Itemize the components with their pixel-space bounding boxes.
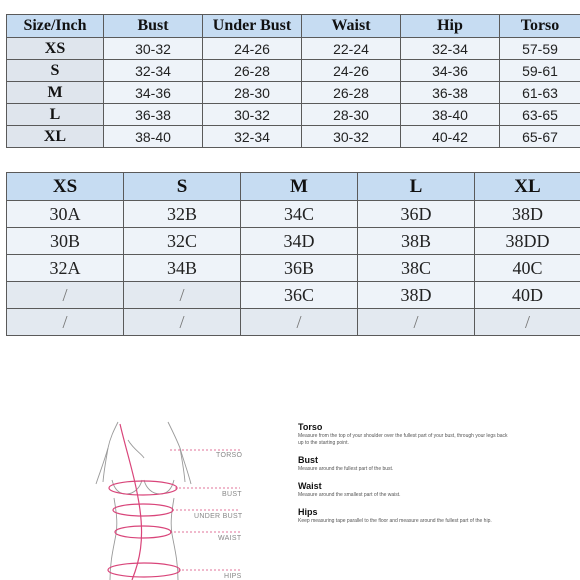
header-xs: XS (7, 173, 124, 201)
cup-cell: 34D (241, 228, 358, 255)
cup-cell: 40D (475, 282, 580, 309)
cup-cell-empty: / (358, 309, 475, 336)
table-row (7, 255, 580, 282)
hip-cell: 40-42 (401, 126, 500, 148)
table-row (7, 126, 580, 148)
header-waist: Waist (302, 15, 401, 38)
measurement-instructions (298, 422, 508, 533)
hips-instruction (298, 507, 508, 525)
under-bust-cell: 32-34 (203, 126, 302, 148)
torso-title: Torso (298, 422, 323, 432)
cup-cell-empty: / (124, 282, 241, 309)
bust-text: Measure around the fullest part of the bust. (298, 466, 394, 472)
torso-cell: 57-59 (500, 38, 580, 60)
table-row (7, 38, 580, 60)
hip-cell: 34-36 (401, 60, 500, 82)
cup-cell: 34B (124, 255, 241, 282)
label-torso: TORSO (216, 452, 243, 459)
size-cell: S (7, 60, 104, 82)
waist-cell: 30-32 (302, 126, 401, 148)
cup-cell: 38D (358, 282, 475, 309)
cup-cell: 32B (124, 201, 241, 228)
cup-cell-empty: / (124, 309, 241, 336)
hip-cell: 38-40 (401, 104, 500, 126)
header-bust: Bust (104, 15, 203, 38)
bust-instruction (298, 455, 508, 473)
cup-cell-empty: / (7, 282, 124, 309)
cup-cell: 30A (7, 201, 124, 228)
waist-cell: 24-26 (302, 60, 401, 82)
waist-line (115, 526, 171, 538)
cup-cell: 32A (7, 255, 124, 282)
cup-size-table (6, 172, 580, 336)
label-hips: HIPS (224, 573, 242, 580)
table-row (7, 309, 580, 336)
label-waist: WAIST (218, 535, 242, 542)
header-s: S (124, 173, 241, 201)
table-row (7, 104, 580, 126)
header-l: L (358, 173, 475, 201)
hip-cell: 36-38 (401, 82, 500, 104)
label-under-bust: UNDER BUST (194, 513, 243, 520)
cup-cell: 40C (475, 255, 580, 282)
size-chart-header-row (7, 15, 580, 38)
header-m: M (241, 173, 358, 201)
under-bust-cell: 24-26 (203, 38, 302, 60)
torso-cell: 63-65 (500, 104, 580, 126)
table-row (7, 60, 580, 82)
cup-cell-empty: / (241, 309, 358, 336)
cup-cell: 38DD (475, 228, 580, 255)
cup-cell: 36D (358, 201, 475, 228)
under-bust-cell: 28-30 (203, 82, 302, 104)
size-cell: XS (7, 38, 104, 60)
table-row (7, 82, 580, 104)
waist-cell: 26-28 (302, 82, 401, 104)
torso-cell: 59-61 (500, 60, 580, 82)
label-leaders (170, 450, 240, 570)
waist-cell: 28-30 (302, 104, 401, 126)
under-bust-cell: 26-28 (203, 60, 302, 82)
bust-cell: 30-32 (104, 38, 203, 60)
body-outline (96, 422, 191, 580)
bust-title: Bust (298, 455, 318, 465)
under-bust-cell: 30-32 (203, 104, 302, 126)
cup-cell: 32C (124, 228, 241, 255)
measure-lines (108, 424, 180, 580)
size-chart-table (6, 14, 580, 148)
body-measurement-figure (70, 410, 270, 580)
hips-text: Keep measuring tape parallel to the floor and measure around the fullest part of the hip. (298, 518, 492, 524)
hips-line (108, 563, 180, 577)
bust-line (109, 481, 177, 495)
waist-instruction (298, 481, 508, 499)
hip-cell: 32-34 (401, 38, 500, 60)
cup-cell: 36C (241, 282, 358, 309)
header-hip: Hip (401, 15, 500, 38)
label-bust: BUST (222, 491, 242, 498)
header-size-inch: Size/Inch (7, 15, 104, 38)
table-row (7, 228, 580, 255)
torso-text: Measure from the top of your shoulder over the fullest part of your bust, through your legs back up to the starting point. (298, 433, 508, 446)
under-bust-line (113, 504, 173, 516)
torso-line (120, 424, 142, 580)
cup-cell: 36B (241, 255, 358, 282)
cup-cell: 38D (475, 201, 580, 228)
header-xl: XL (475, 173, 580, 201)
bust-cell: 32-34 (104, 60, 203, 82)
cup-cell: 38C (358, 255, 475, 282)
table-row (7, 201, 580, 228)
waist-text: Measure around the smallest part of the waist. (298, 492, 401, 498)
torso-instruction (298, 422, 508, 447)
waist-cell: 22-24 (302, 38, 401, 60)
header-under-bust: Under Bust (203, 15, 302, 38)
size-cell: M (7, 82, 104, 104)
torso-cell: 65-67 (500, 126, 580, 148)
table-row (7, 282, 580, 309)
bust-cell: 38-40 (104, 126, 203, 148)
bust-cell: 36-38 (104, 104, 203, 126)
cup-cell: 30B (7, 228, 124, 255)
cup-header-row (7, 173, 580, 201)
hips-title: Hips (298, 507, 318, 517)
size-cell: XL (7, 126, 104, 148)
cup-cell-empty: / (475, 309, 580, 336)
size-cell: L (7, 104, 104, 126)
header-torso: Torso (500, 15, 580, 38)
cup-cell-empty: / (7, 309, 124, 336)
bust-cell: 34-36 (104, 82, 203, 104)
waist-title: Waist (298, 481, 322, 491)
torso-cell: 61-63 (500, 82, 580, 104)
cup-cell: 38B (358, 228, 475, 255)
cup-cell: 34C (241, 201, 358, 228)
